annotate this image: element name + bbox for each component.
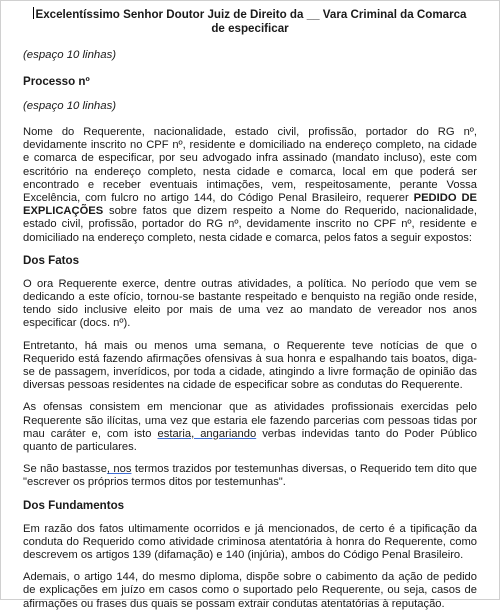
intro-paragraph: Nome do Requerente, nacionalidade, estado civil, profissão, portador do RG nº, devidamente inscrito no CPF nº, residente e domiciliado na endereço completo, na cidade e comarca de especificar, por seu advogado infra assinado (mandato incluso), este com escritório na endereço completo, nesta cidade e comarca, local em que poderá ser encontrado e receber eventuais intimações, vem, respeitosamente, perante Vossa Excelência, com fulcro no artigo 144, do Código Penal Brasileiro, requerer PEDIDO DE EXPLICAÇÕES sobre fatos que dizem respeito a Nome do Requerido, nacionalidade, estado civil, profissão, portador do RG nº, devidamente inscrito no CPF nº, residente e domiciliado na endereço completo, nesta cidade e comarca, pelos fatos a seguir expostos: [23,126,477,244]
facts-section-title: Dos Fatos [23,253,80,267]
facts-paragraph-3: As ofensas consistem em mencionar que as atividades profissionais exercidas pelo Requerente são ilícitas, uma vez que estaria ele fazendo parcerias com pessoas tidas por mau caráter e, com isto estaria, angariando verbas indevidas tanto do Poder Público quanto de particulares. [23,401,477,454]
court-heading-line-2: de especificar [211,22,289,35]
court-heading [23,7,477,36]
request-title: PEDIDO DE EXPLICAÇÕES [23,192,477,218]
basis-paragraph-1: Em razão dos fatos ultimamente ocorridos e já mencionados, de certo é a tipificação da conduta do Requerido como atividade criminosa atentatória à honra do Requerente, como descrevem os artigos 139 (difamação) e 140 (injúria), ambos do Código Penal Brasileiro. [23,522,477,562]
facts-paragraph-1: O ora Requerente exerce, dentre outras atividades, a política. No período que vem se dedicando a este ofício, tornou-se bastante respeitado e benquisto na região onde reside, tendo sido inclusive eleito por mais de uma vez ao mandato de vereador nos anos especificar (docs. nº). [23,277,477,330]
grammar-flagged-text: , nos [106,463,132,476]
facts-paragraph-2: Entretanto, há mais ou menos uma semana, o Requerente teve notícias de que o Requerido está fazendo afirmações ofensivas à sua honra e espalhando tais boatos, diga-se de passagem, inverídicos, por toda a cidade, atingindo a livre formação de opinião das diversas pessoas residentes na cidade de especificar sobre as condutas do Requerente. [23,339,477,392]
basis-paragraph-2: Ademais, o artigo 144, do mesmo diploma, dispõe sobre o cabimento da ação de pedido de explicações em juízo em casos como o suportado pelo Requerente, ou seja, casos de afirmações ou frases dus quais se possam extrair condutas atentatórias à reputação. [23,571,477,610]
spacing-note-2: (espaço 10 linhas) [23,100,117,112]
basis-section-title: Dos Fundamentos [23,498,125,512]
spacing-note-1: (espaço 10 linhas) [23,49,117,61]
process-number-label: Processo nº [23,75,90,88]
court-heading-line-1: Excelentíssimo Senhor Doutor Juiz de Direito da __ Vara Criminal da Comarca [35,8,467,21]
facts-paragraph-4: Se não bastasse, nos termos trazidos por testemunhas diversas, o Requerido tem dito que "escrever os próprios termos ditos por testemunhas". [23,463,477,489]
grammar-flagged-text: estaria, angariando [157,427,257,440]
